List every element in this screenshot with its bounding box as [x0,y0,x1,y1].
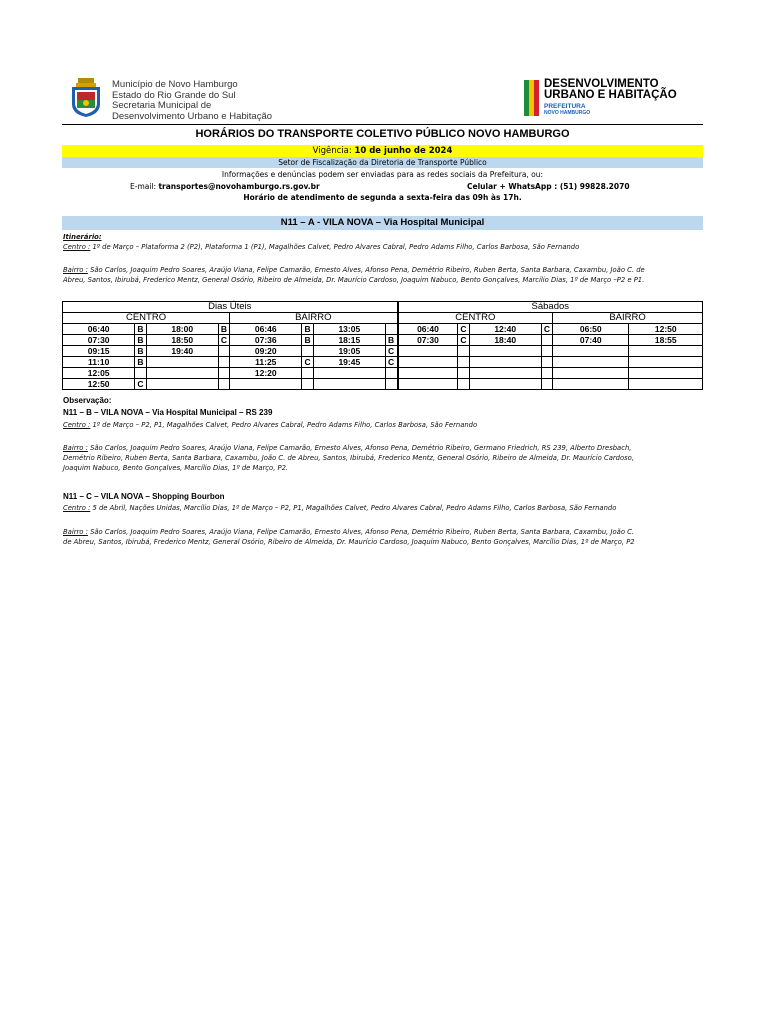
schedule-code-cell [302,368,313,379]
schedule-time-cell: 06:50 [553,324,629,335]
schedule-row [63,335,703,346]
schedule-time-cell [469,368,541,379]
schedule-code-cell: C [386,346,398,357]
route-title-b: N11 – B – VILA NOVA – Via Hospital Municipal – RS 239 [63,408,273,417]
schedule-time-cell [313,379,385,390]
schedule-time-cell: 07:30 [398,335,458,346]
schedule-time-cell: 07:30 [63,335,135,346]
email-address[interactable]: transportes@novohamburgo.rs.gov.br [158,182,320,191]
municipality-header [112,80,272,122]
b-bairro-label: Bairro : [63,444,88,452]
schedule-row [63,368,703,379]
schedule-time-cell [553,368,629,379]
schedule-time-cell [146,357,218,368]
bairro-text-1: São Carlos, Joaquim Pedro Soares, Araújo Viana, Felipe Camarão, Ernesto Alves, Afonso Pena, Demétrio Ribeiro, Ruben Berta, Santa Barbara, Caxambu, João C. de [87,266,645,274]
schedule-time-cell [629,368,703,379]
page-title: HORÁRIOS DO TRANSPORTE COLETIVO PÚBLICO NOVO HAMBURGO [195,128,570,140]
schedule-code-cell: B [302,335,313,346]
schedule-time-cell [398,357,458,368]
route-c-centro [63,503,616,513]
route-title-a: N11 – A - VILA NOVA – Via Hospital Municipal [62,216,703,230]
dev-urbano-logo-icon [522,78,692,118]
schedule-time-cell: 19:45 [313,357,385,368]
logo-small-1: PREFEITURA [544,103,586,110]
logo-small-2: NOVO HAMBURGO [544,110,591,116]
schedule-code-cell [458,346,469,357]
schedule-code-cell [218,379,229,390]
route-c-bairro [63,527,635,547]
header-divider [62,124,703,125]
schedule-row [63,357,703,368]
weekday-header: Dias Úteis [63,302,398,313]
phone-line: Celular + WhatsApp : (51) 99828.2070 [467,182,630,191]
schedule-row [63,346,703,357]
saturday-bairro-header: BAIRRO [553,313,703,324]
schedule-code-cell: B [218,324,229,335]
schedule-time-cell: 09:20 [230,346,302,357]
schedule-time-cell: 09:15 [63,346,135,357]
schedule-code-cell: B [135,324,146,335]
schedule-time-cell [629,379,703,390]
observation-label: Observação: [63,396,112,405]
schedule-code-cell: B [386,335,398,346]
schedule-time-cell [553,379,629,390]
schedule-code-cell [458,357,469,368]
vigencia-label: Vigência: [312,146,355,156]
schedule-code-cell [218,368,229,379]
bairro-text-2: Abreu, Santos, Ibirubá, Frederico Mentz, General Osório, Ribeiro de Almeida, Dr. Maurício Cardoso, Joaquim Nabuco, Bento Gonçalves, Marcílio Dias, 1º de Março –P2 e P1. [63,276,645,284]
email-line [130,182,320,192]
schedule-time-cell [553,357,629,368]
vigencia-date: 10 de junho de 2024 [354,146,453,156]
schedule-time-cell [398,368,458,379]
schedule-time-cell: 18:15 [313,335,385,346]
b-centro-text: 1º de Março – P2, P1, Magalhões Calvet, Pedro Alvares Cabral, Pedro Adams Filho, Carlos Barbosa, São Fernando [90,421,478,429]
schedule-code-cell [541,335,552,346]
schedule-row [63,324,703,335]
schedule-time-cell [469,346,541,357]
schedule-code-cell [386,324,398,335]
vigencia-bar [62,145,703,157]
schedule-code-cell [541,379,552,390]
schedule-code-cell: C [458,335,469,346]
schedule-code-cell [218,346,229,357]
schedule-time-cell [230,379,302,390]
schedule-code-cell: C [458,324,469,335]
schedule-time-cell: 12:40 [469,324,541,335]
schedule-time-cell: 11:10 [63,357,135,368]
c-bairro-1: São Carlos, Joaquim Pedro Soares, Araújo Viana, Felipe Camarão, Ernesto Alves, Afonso Pena, Demétrio Ribeiro, Ruben Berta, Santa Barbara, Caxambu, João C. [87,528,635,536]
c-bairro-2: de Abreu, Santos, Ibirubá, Frederico Mentz, General Osório, Ribeiro de Almeida, Dr. Maurício Cardoso, Joaquim Nabuco, Bento Gonçalves, Marcílio Dias, 1º de Março, P2 [63,538,635,546]
b-bairro-2: Demétrio Ribeiro, Ruben Berta, Santa Barbara, Caxambu, João C. de Abreu, Santos, Ibirubá, Frederico Mentz, General Osório, Ribeiro de Almeida, Dr. Maurício Cardoso, [63,454,634,462]
schedule-time-cell: 06:40 [398,324,458,335]
schedule-code-cell [302,346,313,357]
schedule-code-cell [218,357,229,368]
schedule-code-cell: B [302,324,313,335]
schedule-code-cell [386,379,398,390]
schedule-time-cell [553,346,629,357]
schedule-time-cell: 07:36 [230,335,302,346]
schedule-code-cell: C [135,379,146,390]
centro-label: Centro : [63,243,91,251]
schedule-code-cell: B [135,346,146,357]
schedule-time-cell: 06:46 [230,324,302,335]
centro-text: 1º de Março – Plataforma 2 (P2), Plataforma 1 (P1), Magalhões Calvet, Pedro Alvares Cabral, Pedro Adams Filho, Carlos Barbosa, São Fernando [90,243,580,251]
schedule-code-cell: C [218,335,229,346]
schedule-time-cell: 06:40 [63,324,135,335]
schedule-time-cell [629,357,703,368]
info-text: Informações e denúncias podem ser enviadas para as redes sociais da Prefeitura, ou: [221,170,544,179]
schedule-time-cell: 13:05 [313,324,385,335]
schedule-time-cell [398,346,458,357]
bairro-label: Bairro : [63,266,88,274]
schedule-time-cell: 12:50 [629,324,703,335]
saturday-centro-header: CENTRO [398,313,553,324]
schedule-time-cell [469,379,541,390]
schedule-code-cell [458,368,469,379]
schedule-code-cell: B [135,357,146,368]
route-title-c: N11 – C – VILA NOVA – Shopping Bourbon [63,492,225,501]
schedule-time-cell: 11:25 [230,357,302,368]
logo-line-2: URBANO E HABITAÇÃO [544,89,677,101]
b-bairro-3: Joaquim Nabuco, Bento Gonçalves, Marcílio Dias, 1º de Março, P2. [63,464,289,472]
schedule-time-cell: 12:50 [63,379,135,390]
route-a-centro [63,242,579,252]
b-bairro-1: São Carlos, Joaquim Pedro Soares, Araújo Viana, Felipe Camarão, Ernesto Alves, Afonso Pena, Demétrio Ribeiro, Germano Friedrich, RS 239, Alberto Dresbach, [87,444,632,452]
schedule-time-cell: 12:20 [230,368,302,379]
route-b-centro [63,420,477,430]
schedule-code-cell: B [135,335,146,346]
city-crest-icon [66,78,106,118]
schedule-code-cell [541,346,552,357]
schedule-code-cell [458,379,469,390]
c-centro-label: Centro : [63,504,91,512]
email-label: E-mail: [130,182,159,191]
c-centro-text: 5 de Abril, Nações Unidas, Marcílio Dias, 1º de Março – P2, P1, Magalhões Calvet, Pedro Alvares Cabral, Pedro Adams Filho, Carlos Barbosa, São Fernando [90,504,617,512]
header-line-3: Secretaria Municipal de [112,100,212,111]
header-line-1: Município de Novo Hamburgo [112,79,238,90]
schedule-time-cell [146,368,218,379]
logo-line-1: DESENVOLVIMENTO [544,78,659,90]
itinerary-label [63,232,102,242]
schedule-code-cell [541,357,552,368]
schedule-time-cell: 18:40 [469,335,541,346]
schedule-header-direction [63,313,703,324]
schedule-time-cell: 18:00 [146,324,218,335]
route-a-bairro [63,265,645,285]
schedule-row [63,379,703,390]
schedule-code-cell [135,368,146,379]
schedule-code-cell: C [386,357,398,368]
schedule-time-cell [629,346,703,357]
schedule-code-cell [386,368,398,379]
b-centro-label: Centro : [63,421,91,429]
header-line-4: Desenvolvimento Urbano e Habitação [112,110,273,122]
setor-bar: Setor de Fiscalização da Diretoria de Transporte Público [62,157,703,168]
schedule-code-cell [302,379,313,390]
schedule-time-cell: 18:55 [629,335,703,346]
schedule-time-cell [469,357,541,368]
c-bairro-label: Bairro : [63,528,88,536]
header-line-2: Estado do Rio Grande do Sul [112,89,236,101]
schedule-table [62,301,703,390]
route-b-bairro [63,443,634,473]
schedule-time-cell [313,368,385,379]
weekday-bairro-header: BAIRRO [230,313,398,324]
schedule-code-cell: C [541,324,552,335]
hours-line: Horário de atendimento de segunda a sexta-feira das 09h às 17h. [243,193,522,202]
schedule-time-cell [398,379,458,390]
schedule-header-days [63,302,703,313]
schedule-time-cell: 18:50 [146,335,218,346]
schedule-time-cell [146,379,218,390]
schedule-time-cell: 19:40 [146,346,218,357]
weekday-centro-header: CENTRO [63,313,230,324]
schedule-time-cell: 12:05 [63,368,135,379]
itinerary-label-text: Itinerário: [63,233,102,241]
schedule-code-cell [541,368,552,379]
saturday-header: Sábados [398,302,703,313]
schedule-code-cell: C [302,357,313,368]
schedule-time-cell: 07:40 [553,335,629,346]
schedule-time-cell: 19:05 [313,346,385,357]
